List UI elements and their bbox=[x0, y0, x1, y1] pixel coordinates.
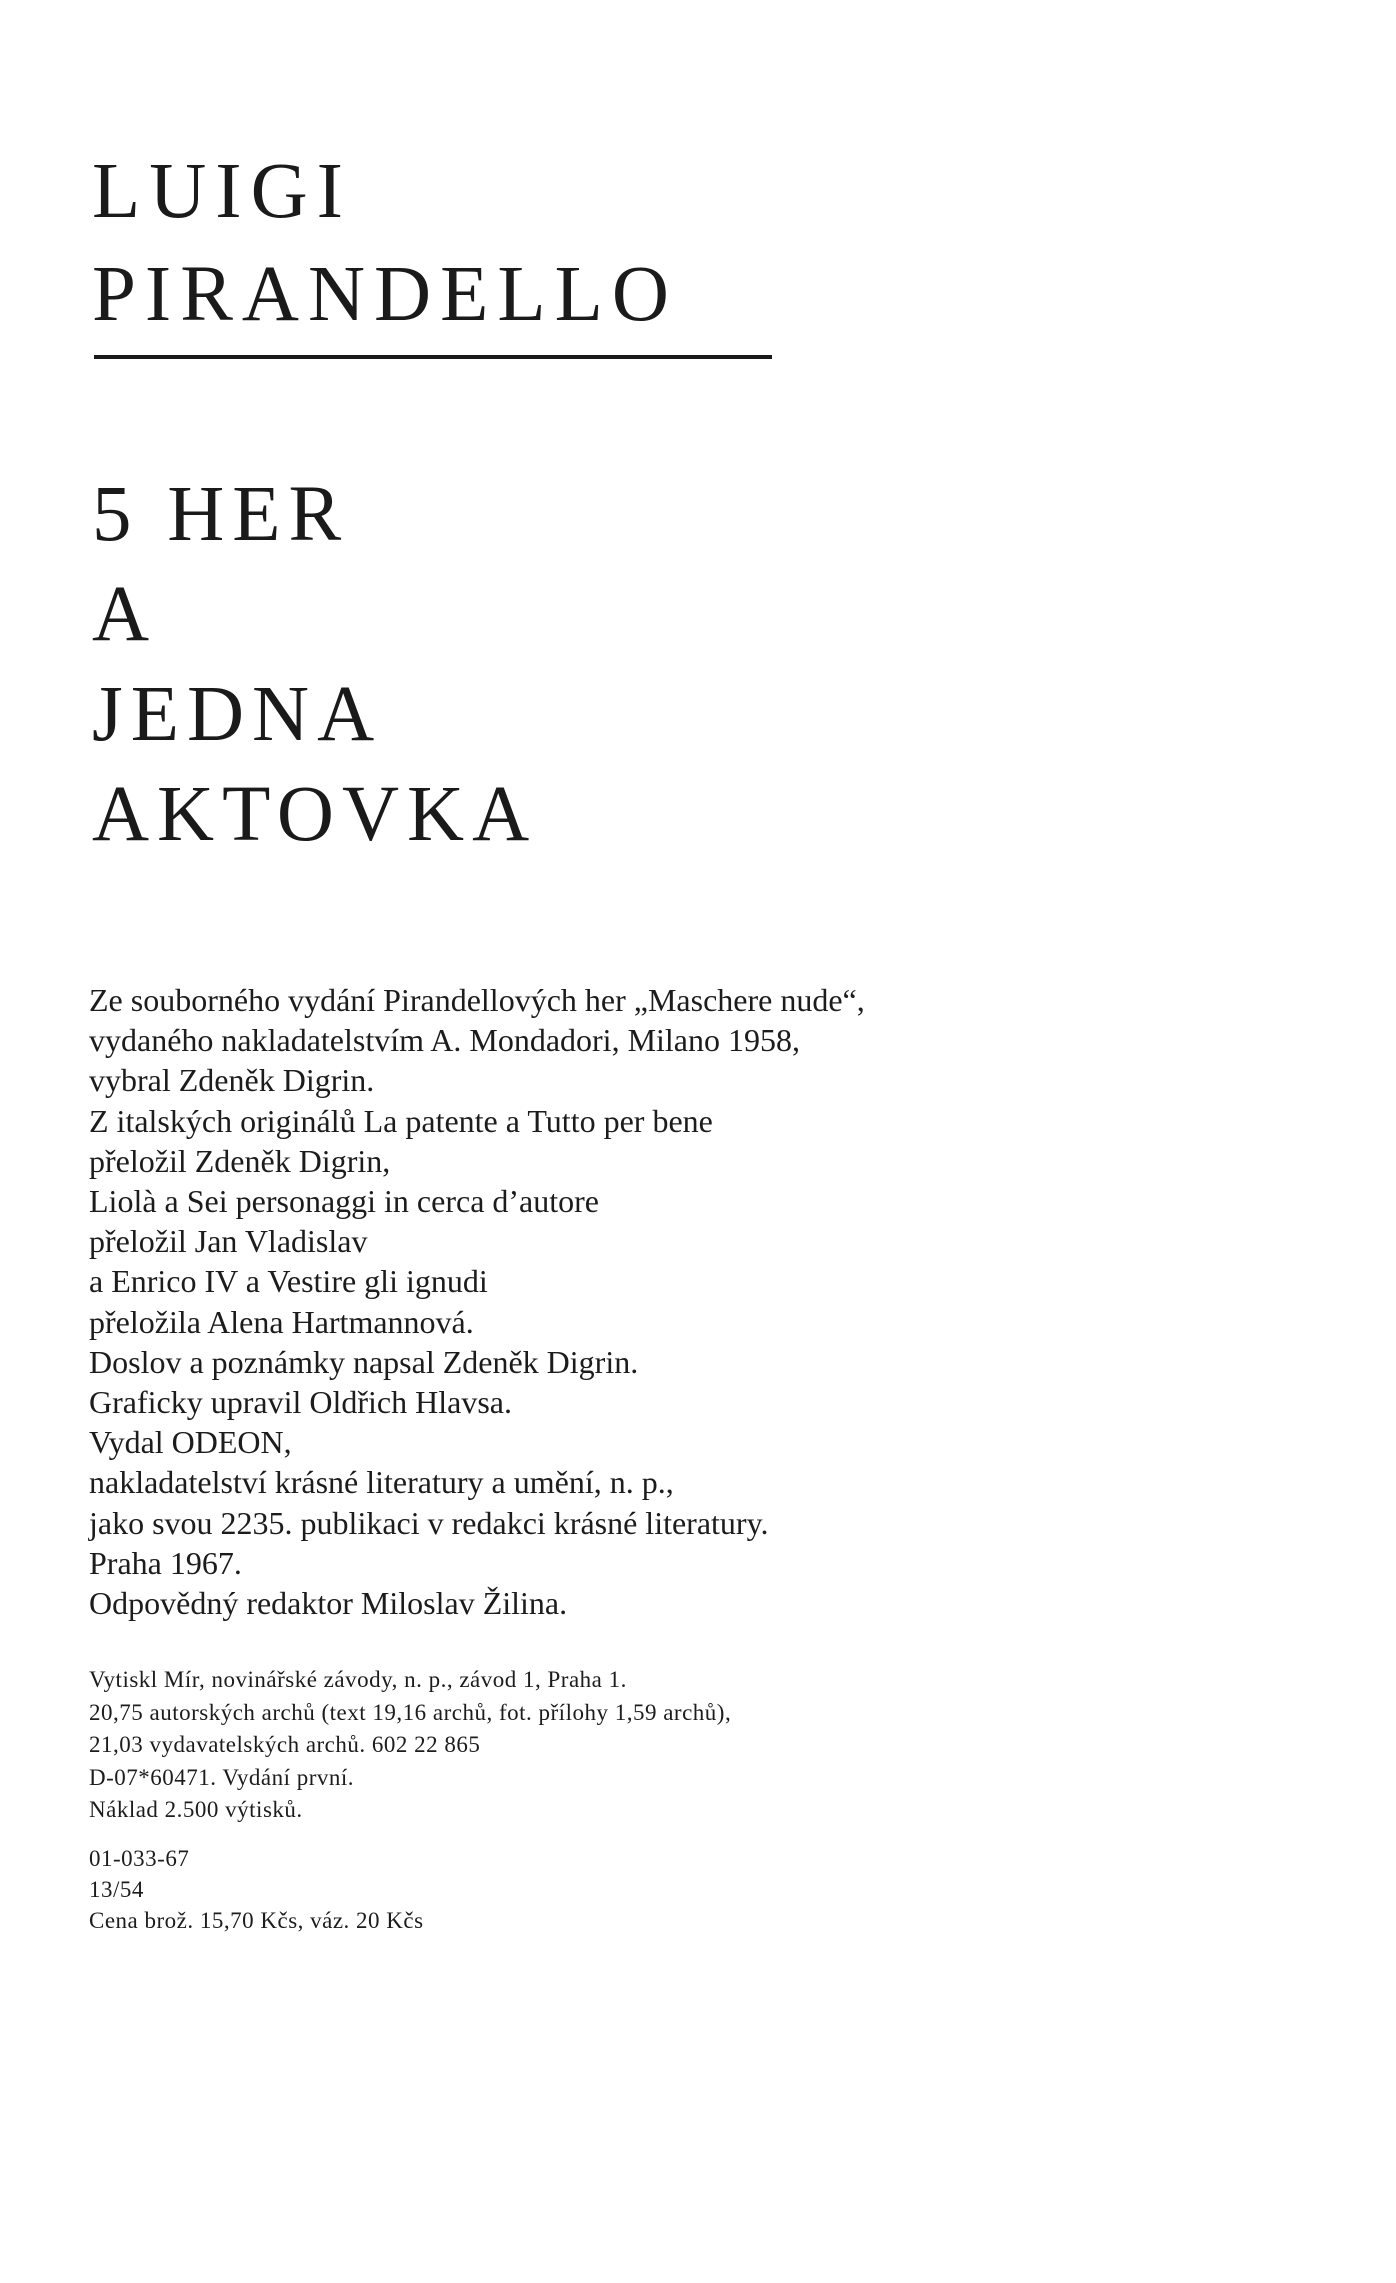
title-line: JEDNA bbox=[92, 671, 383, 758]
title-line: A bbox=[92, 571, 158, 658]
print-details bbox=[89, 1664, 731, 1827]
colophon-line: přeložil Zdeněk Digrin, bbox=[89, 1142, 391, 1179]
colophon-line: Ze souborného vydání Pirandellových her „Maschere nude“, bbox=[89, 982, 865, 1018]
print-details-line: 20,75 autorských archů (text 19,16 archů, fot. přílohy 1,59 archů), bbox=[89, 1699, 732, 1725]
catalog-and-price bbox=[89, 1843, 424, 1936]
print-details-line: D-07*60471. Vydání první. bbox=[89, 1764, 355, 1790]
print-details-line: Vytiskl Mír, novinářské závody, n. p., závod 1, Praha 1. bbox=[89, 1667, 627, 1692]
title-line: AKTOVKA bbox=[92, 771, 538, 858]
colophon-line: Doslov a poznámky napsal Zdeněk Digrin. bbox=[89, 1343, 639, 1380]
catalog-number: 01-033-67 bbox=[89, 1846, 190, 1871]
colophon-line: Praha 1967. bbox=[89, 1544, 242, 1581]
book-title bbox=[92, 465, 537, 865]
category-code: 13/54 bbox=[89, 1877, 144, 1902]
colophon-line: nakladatelství krásné literatury a umění, n. p., bbox=[89, 1464, 674, 1501]
colophon-line: Liolà a Sei personaggi in cerca d’autore bbox=[89, 1183, 599, 1220]
colophon-line: Vydal ODEON, bbox=[89, 1424, 292, 1461]
colophon-text bbox=[89, 980, 865, 1623]
colophon-line: přeložila Alena Hartmannová. bbox=[89, 1303, 474, 1340]
colophon-line: vydaného nakladatelstvím A. Mondadori, Milano 1958, bbox=[89, 1022, 800, 1059]
colophon-line: vybral Zdeněk Digrin. bbox=[89, 1062, 375, 1099]
colophon-line: Z italských originálů La patente a Tutto per bene bbox=[89, 1102, 713, 1139]
author-first-name: LUIGI bbox=[92, 148, 352, 235]
colophon-line: přeložil Jan Vladislav bbox=[89, 1223, 368, 1260]
author-name bbox=[92, 140, 678, 346]
title-line: 5 HER bbox=[92, 471, 350, 558]
title-divider bbox=[94, 355, 772, 359]
author-last-name: PIRANDELLO bbox=[92, 251, 678, 338]
colophon-line: Graficky upravil Oldřich Hlavsa. bbox=[89, 1384, 512, 1421]
print-details-line: Náklad 2.500 výtisků. bbox=[89, 1797, 303, 1822]
colophon-line: jako svou 2235. publikaci v redakci krásné literatury. bbox=[89, 1504, 769, 1541]
colophon-line: a Enrico IV a Vestire gli ignudi bbox=[89, 1263, 488, 1300]
price-line: Cena brož. 15,70 Kčs, váz. 20 Kčs bbox=[89, 1908, 424, 1933]
print-details-line: 21,03 vydavatelských archů. 602 22 865 bbox=[89, 1732, 481, 1757]
colophon-line: Odpovědný redaktor Miloslav Žilina. bbox=[89, 1585, 568, 1622]
